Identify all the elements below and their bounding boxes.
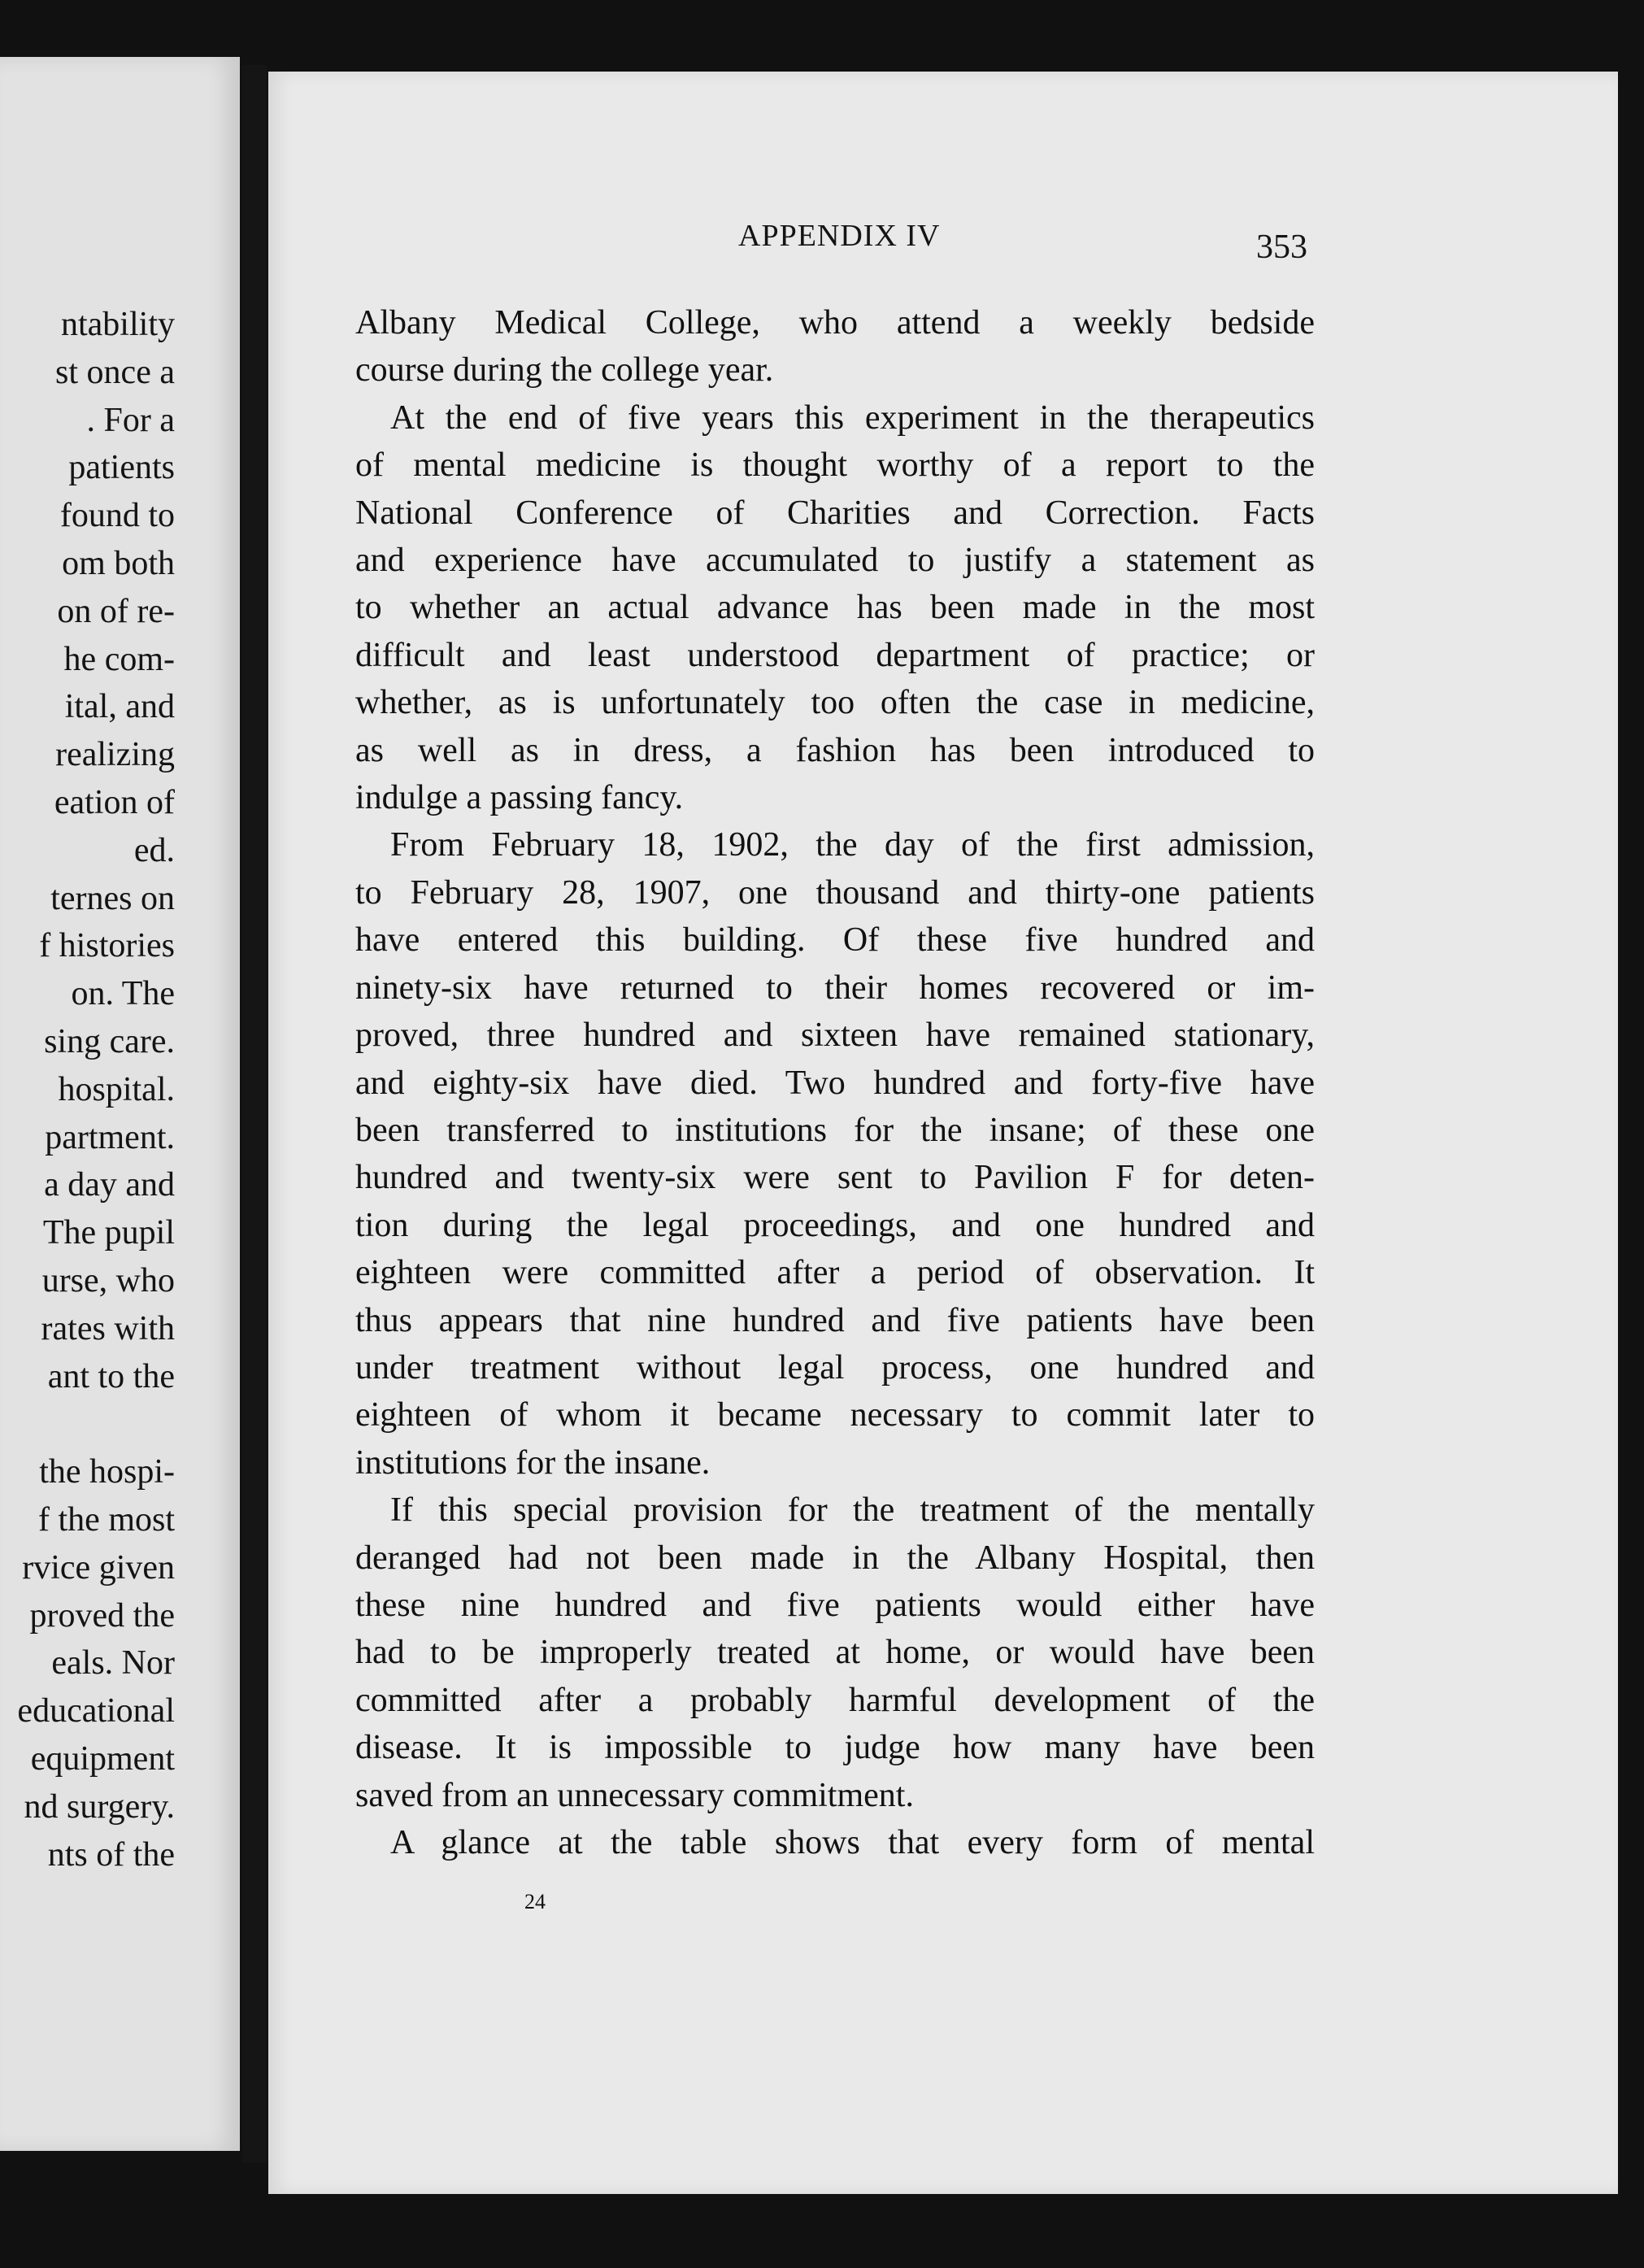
text-line: hundred and twenty-six were sent to Pavilion F for deten- — [355, 1159, 1315, 1197]
left-page-line: realizing — [55, 736, 175, 774]
text-line: institutions for the insane. — [355, 1443, 711, 1482]
page-number: 353 — [1256, 229, 1307, 266]
left-page-line: the hospi- — [39, 1453, 175, 1491]
text-line: thus appears that nine hundred and five patients have been — [355, 1301, 1315, 1339]
left-page-line: ital, and — [64, 688, 175, 726]
text-line: A glance at the table shows that every form of mental — [390, 1824, 1315, 1861]
left-page-line: patients — [68, 449, 175, 487]
left-page-line: found to — [59, 497, 175, 535]
left-page-line: The pupil — [42, 1214, 175, 1252]
left-page-line: sing care. — [44, 1022, 175, 1060]
left-page-line: he com- — [63, 640, 175, 678]
body-text — [355, 299, 1315, 1866]
left-page-text — [17, 301, 175, 1878]
text-line: to February 28, 1907, one thousand and thirty-one patients — [355, 873, 1315, 912]
left-page-line: on of re- — [57, 592, 175, 630]
text-line: From February 18, 1902, the day of the first admission, — [390, 826, 1315, 864]
text-line: these nine hundred and five patients would either have — [355, 1586, 1315, 1624]
book-gutter — [242, 65, 267, 2163]
text-line: ninety-six have returned to their homes recovered or im- — [355, 969, 1315, 1007]
left-page-line: urse, who — [41, 1261, 175, 1299]
left-page-line: proved the — [29, 1596, 175, 1635]
left-page-text-clip — [0, 57, 240, 2151]
text-line: disease. It is impossible to judge how many have been — [355, 1729, 1315, 1767]
text-line: course during the college year. — [355, 351, 774, 390]
left-page-line: hospital. — [58, 1070, 175, 1108]
left-page-line: eation of — [54, 783, 175, 821]
left-page-line: nts of the — [47, 1835, 175, 1874]
left-page-line: partment. — [45, 1118, 175, 1156]
left-page-line: . For a — [86, 401, 175, 439]
left-page-line: equipment — [30, 1739, 175, 1778]
left-page-line: om both — [62, 544, 175, 582]
text-line: difficult and least understood department of practice; or — [355, 636, 1315, 674]
text-line: committed after a probably harmful development of the — [355, 1681, 1315, 1719]
left-page-line: st once a — [55, 353, 175, 391]
left-page-line: ternes on — [50, 879, 175, 917]
text-line: tion during the legal proceedings, and one hundred and — [355, 1206, 1315, 1244]
left-page-line: a day and — [44, 1166, 175, 1204]
left-page-line: ant to the — [47, 1357, 175, 1395]
text-line: as well as in dress, a fashion has been introduced to — [355, 731, 1315, 769]
text-line: whether, as is unfortunately too often the case in medicine, — [355, 684, 1315, 722]
right-page — [268, 72, 1618, 2194]
text-line: National Conference of Charities and Correction. Facts — [355, 494, 1315, 532]
text-line: proved, three hundred and sixteen have remained stationary, — [355, 1016, 1315, 1055]
left-page-line: rvice given — [22, 1548, 175, 1587]
text-line: If this special provision for the treatment of the mentally — [390, 1491, 1315, 1530]
text-line: and eighty-six have died. Two hundred and forty-five have — [355, 1064, 1315, 1102]
text-line: indulge a passing fancy. — [355, 779, 684, 817]
left-page-line: f the most — [38, 1500, 175, 1539]
left-page-line: educational — [17, 1692, 175, 1730]
text-line: deranged had not been made in the Albany Hospital, then — [355, 1539, 1315, 1577]
text-line: been transferred to institutions for the insane; of these one — [355, 1111, 1315, 1149]
text-line: have entered this building. Of these five hundred and — [355, 921, 1315, 960]
left-page-line: rates with — [41, 1309, 175, 1347]
left-page — [0, 57, 240, 2151]
text-line: eighteen were committed after a period of observation. It — [355, 1254, 1315, 1292]
left-page-line: on. The — [71, 975, 175, 1013]
text-line: had to be improperly treated at home, or would have been — [355, 1634, 1315, 1672]
text-line: of mental medicine is thought worthy of a report to the — [355, 446, 1315, 485]
left-page-line — [17, 1400, 175, 1448]
left-page-line: f histories — [39, 927, 175, 965]
text-line: under treatment without legal process, one hundred and — [355, 1348, 1315, 1386]
left-page-line: ntability — [61, 306, 175, 343]
left-page-line: ed. — [133, 831, 175, 869]
text-line: At the end of five years this experiment in the therapeutics — [390, 398, 1315, 437]
text-line: saved from an unnecessary commitment. — [355, 1776, 914, 1814]
signature-mark: 24 — [524, 1890, 546, 1913]
text-line: Albany Medical College, who attend a weekly bedside — [355, 304, 1315, 342]
text-line: to whether an actual advance has been made in the most — [355, 589, 1315, 627]
text-line: eighteen of whom it became necessary to commit later to — [355, 1396, 1315, 1434]
left-page-line: nd surgery. — [24, 1787, 175, 1826]
left-page-line: eals. Nor — [51, 1644, 175, 1682]
text-line: and experience have accumulated to justify a statement as — [355, 542, 1315, 580]
running-title: APPENDIX IV — [738, 219, 941, 253]
